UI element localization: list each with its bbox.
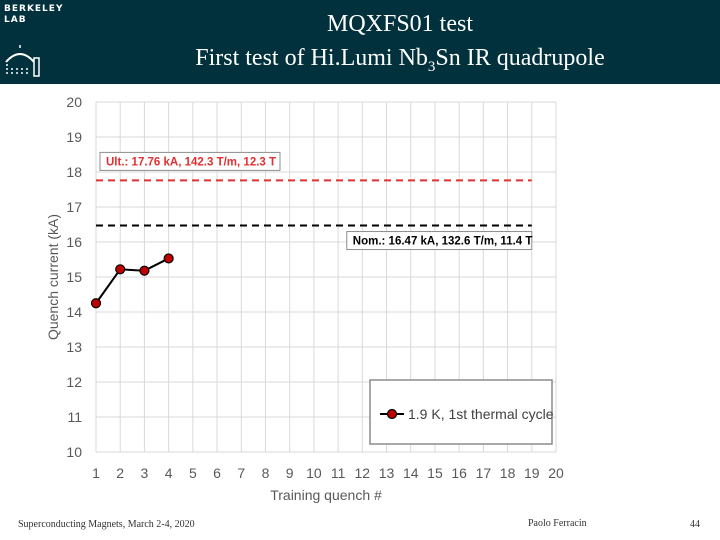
x-tick-label: 9 xyxy=(285,465,294,481)
y-tick-label: 12 xyxy=(66,374,82,390)
y-tick-label: 18 xyxy=(66,164,82,180)
footer-page-number: 44 xyxy=(690,519,700,530)
slide-title: MQXFS01 test xyxy=(326,11,474,37)
x-tick-label: 19 xyxy=(524,465,540,481)
footer-author: Paolo Ferracin xyxy=(528,518,587,529)
y-tick-label: 13 xyxy=(66,339,82,355)
subtitle-suffix: Sn IR quadrupole xyxy=(435,45,605,71)
quench-training-chart xyxy=(40,88,570,508)
x-tick-label: 8 xyxy=(261,465,270,481)
y-tick-label: 14 xyxy=(66,304,82,320)
data-point xyxy=(140,266,149,275)
y-tick-label: 19 xyxy=(66,129,82,145)
y-tick-label: 17 xyxy=(66,199,82,215)
y-axis-label: Quench current (kA) xyxy=(45,213,61,341)
reference-label: Ult.: 17.76 kA, 142.3 T/m, 12.3 T xyxy=(106,156,277,169)
x-tick-label: 5 xyxy=(188,465,197,481)
x-tick-label: 3 xyxy=(140,465,149,481)
x-tick-label: 6 xyxy=(213,465,221,481)
y-tick-label: 15 xyxy=(66,269,82,285)
x-tick-label: 4 xyxy=(164,465,173,481)
x-tick-label: 11 xyxy=(330,465,346,481)
x-tick-label: 13 xyxy=(378,465,395,481)
y-tick-label: 16 xyxy=(66,234,82,250)
logo-line2: LAB xyxy=(4,15,27,25)
data-point xyxy=(116,265,125,274)
legend-swatch-marker xyxy=(388,410,397,419)
x-tick-label: 18 xyxy=(499,465,516,481)
chart-legend xyxy=(370,380,554,444)
logo-line1: BERKELEY xyxy=(4,4,64,14)
data-point xyxy=(164,254,173,263)
x-tick-label: 12 xyxy=(354,465,371,481)
y-tick-label: 10 xyxy=(66,444,82,460)
x-tick-label: 16 xyxy=(451,465,467,481)
x-tick-label: 17 xyxy=(475,465,492,481)
x-tick-label: 7 xyxy=(237,465,246,481)
x-tick-label: 14 xyxy=(402,465,419,481)
x-axis-label: Training quench # xyxy=(270,487,382,503)
x-tick-label: 20 xyxy=(548,465,564,481)
data-series xyxy=(92,254,174,308)
series-line xyxy=(96,258,169,303)
reference-label: Nom.: 16.47 kA, 132.6 T/m, 11.4 T xyxy=(352,235,533,248)
x-tick-label: 2 xyxy=(116,465,125,481)
legend-label: 1.9 K, 1st thermal cycle xyxy=(408,406,554,422)
y-tick-label: 11 xyxy=(67,409,82,425)
footer-conference: Superconducting Magnets, March 2-4, 2020 xyxy=(18,519,195,530)
header-bar xyxy=(0,0,720,84)
subtitle-subscript: 3 xyxy=(427,58,436,75)
y-tick-label: 20 xyxy=(66,94,82,110)
x-tick-label: 10 xyxy=(306,465,322,481)
berkeley-lab-logo xyxy=(4,4,63,26)
subtitle-prefix: First test of Hi.Lumi Nb xyxy=(195,45,428,71)
x-tick-label: 1 xyxy=(92,465,100,481)
data-point xyxy=(92,299,101,308)
berkeley-lab-emblem-icon xyxy=(4,44,40,78)
slide-subtitle xyxy=(130,44,670,75)
x-tick-label: 15 xyxy=(427,465,443,481)
